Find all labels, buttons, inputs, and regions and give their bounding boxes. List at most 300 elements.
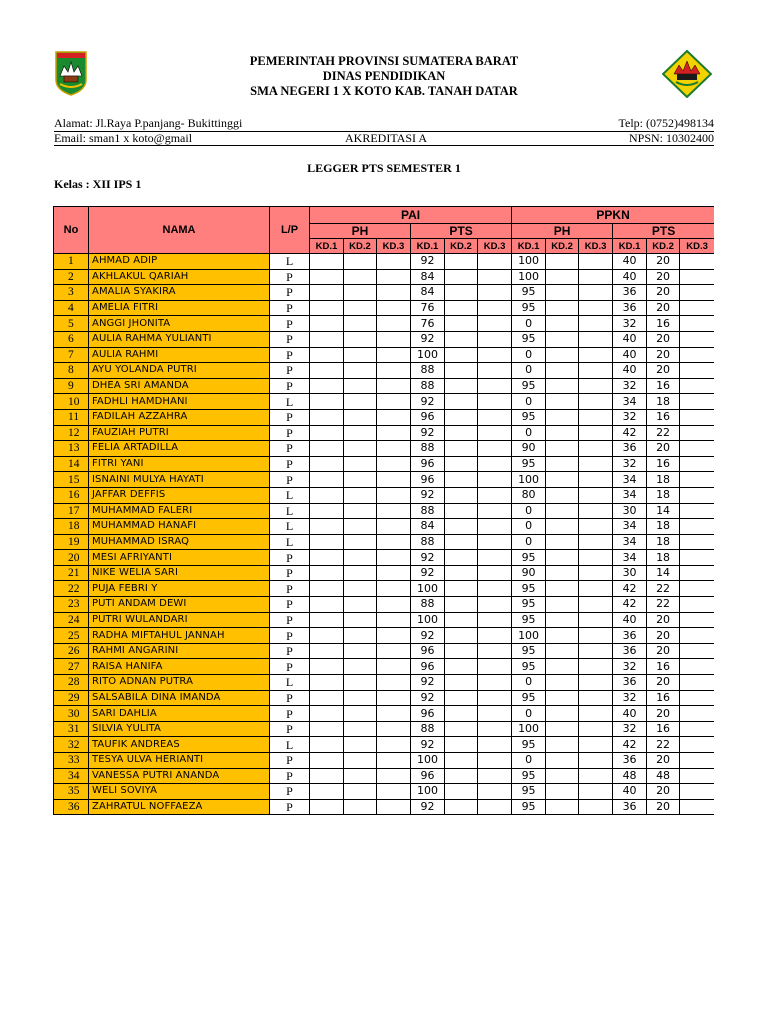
grade-cell [377,316,411,332]
student-name: JAFFAR DEFFIS [89,487,270,503]
school-npsn: NPSN: 10302400 [628,131,714,145]
grade-cell [680,753,714,769]
grade-cell [445,597,478,613]
student-gender: L [270,675,310,691]
row-number: 2 [54,269,89,285]
row-number: 9 [54,378,89,394]
row-number: 31 [54,721,89,737]
pai-pts-kd1: 88 [411,721,445,737]
grade-cell [377,456,411,472]
table-row [54,659,715,675]
grade-cell [579,409,613,425]
grade-cell [478,737,512,753]
grade-cell [579,269,613,285]
grade-cell [310,597,344,613]
grade-cell [680,721,714,737]
pai-pts-kd1: 92 [411,799,445,815]
ppkn-pts-kd2: 18 [647,472,680,488]
student-name: AYU YOLANDA PUTRI [89,363,270,379]
pai-pts-kd1: 100 [411,612,445,628]
grade-cell [478,394,512,410]
ppkn-pts-kd1: 34 [613,394,647,410]
grade-cell [310,363,344,379]
header-rule-bottom [54,145,714,146]
pai-pts-kd1: 88 [411,534,445,550]
grade-cell [546,269,579,285]
table-row [54,378,715,394]
grade-cell [579,363,613,379]
grade-cell [680,550,714,566]
grade-cell [310,269,344,285]
grade-cell [310,799,344,815]
grade-cell [478,254,512,270]
ppkn-pts-kd1: 40 [613,254,647,270]
grade-cell [377,721,411,737]
grade-cell [579,285,613,301]
row-number: 8 [54,363,89,379]
grade-cell [680,799,714,815]
grade-cell [344,612,377,628]
row-number: 10 [54,394,89,410]
grade-table [53,206,714,815]
grade-cell [310,550,344,566]
pai-pts-kd1: 96 [411,706,445,722]
ppkn-pts-kd1: 42 [613,737,647,753]
table-row [54,534,715,550]
grade-cell [478,519,512,535]
grade-cell [478,550,512,566]
ppkn-pts-kd1: 36 [613,628,647,644]
pai-pts-kd1: 92 [411,550,445,566]
grade-cell [445,534,478,550]
ppkn-ph-kd1: 0 [512,675,546,691]
ppkn-pts-kd2: 22 [647,425,680,441]
ppkn-pts-kd1: 34 [613,550,647,566]
grade-cell [310,659,344,675]
grade-cell [478,503,512,519]
student-name: FELIA ARTADILLA [89,441,270,457]
col-header-subject-ppkn: PPKN [512,207,714,224]
grade-cell [478,363,512,379]
grade-cell [445,737,478,753]
ppkn-ph-kd1: 95 [512,768,546,784]
grade-cell [377,519,411,535]
grade-cell [377,409,411,425]
ppkn-ph-kd1: 95 [512,409,546,425]
grade-cell [344,347,377,363]
ppkn-pts-kd1: 40 [613,363,647,379]
student-name: RITO ADNAN PUTRA [89,675,270,691]
grade-cell [546,565,579,581]
grade-cell [344,472,377,488]
row-number: 18 [54,519,89,535]
ppkn-ph-kd1: 0 [512,363,546,379]
header-line-school: SMA NEGERI 1 X KOTO KAB. TANAH DATAR [250,84,518,98]
grade-cell [680,269,714,285]
student-gender: P [270,331,310,347]
table-row [54,472,715,488]
student-name: TESYA ULVA HERIANTI [89,753,270,769]
row-number: 1 [54,254,89,270]
grade-cell [344,768,377,784]
pai-pts-kd1: 96 [411,659,445,675]
ppkn-pts-kd2: 20 [647,753,680,769]
ppkn-ph-kd1: 0 [512,519,546,535]
grade-cell [310,612,344,628]
col-header-kd: KD.3 [579,239,613,254]
grade-cell [579,690,613,706]
ppkn-pts-kd2: 20 [647,628,680,644]
grade-cell [377,737,411,753]
grade-cell [680,425,714,441]
school-phone: Telp: (0752)498134 [618,116,714,130]
ppkn-pts-kd2: 16 [647,690,680,706]
grade-cell [546,706,579,722]
grade-cell [579,300,613,316]
ppkn-ph-kd1: 95 [512,581,546,597]
grade-cell [579,487,613,503]
class-label: Kelas : XII IPS 1 [54,177,142,191]
grade-cell [478,784,512,800]
grade-cell [310,628,344,644]
grade-cell [344,269,377,285]
table-row [54,565,715,581]
grade-cell [478,409,512,425]
student-name: SARI DAHLIA [89,706,270,722]
row-number: 34 [54,768,89,784]
table-row [54,581,715,597]
grade-cell [310,285,344,301]
student-name: RAHMI ANGARINI [89,643,270,659]
grade-cell [546,316,579,332]
ppkn-pts-kd1: 36 [613,285,647,301]
grade-cell [680,519,714,535]
student-gender: L [270,737,310,753]
ppkn-pts-kd2: 18 [647,550,680,566]
ppkn-ph-kd1: 100 [512,628,546,644]
student-gender: P [270,706,310,722]
student-name: ISNAINI MULYA HAYATI [89,472,270,488]
student-gender: P [270,300,310,316]
student-name: AMALIA SYAKIRA [89,285,270,301]
grade-cell [546,721,579,737]
ppkn-pts-kd2: 20 [647,331,680,347]
grade-cell [310,643,344,659]
grade-cell [546,331,579,347]
table-row [54,300,715,316]
table-row [54,519,715,535]
grade-cell [310,675,344,691]
row-number: 21 [54,565,89,581]
grade-cell [478,659,512,675]
grade-cell [310,519,344,535]
grade-cell [478,690,512,706]
grade-cell [546,425,579,441]
grade-cell [344,425,377,441]
col-header-kd: KD.1 [613,239,647,254]
grade-cell [310,347,344,363]
grade-cell [310,721,344,737]
pai-pts-kd1: 84 [411,269,445,285]
grade-cell [546,737,579,753]
ppkn-pts-kd1: 42 [613,425,647,441]
grade-cell [546,363,579,379]
ppkn-ph-kd1: 0 [512,534,546,550]
grade-cell [546,472,579,488]
ppkn-pts-kd1: 42 [613,597,647,613]
grade-cell [680,737,714,753]
row-number: 24 [54,612,89,628]
grade-cell [377,659,411,675]
grade-cell [377,347,411,363]
row-number: 19 [54,534,89,550]
grade-cell [377,269,411,285]
ppkn-ph-kd1: 95 [512,285,546,301]
grade-cell [579,737,613,753]
ppkn-pts-kd2: 20 [647,784,680,800]
grade-cell [344,643,377,659]
pai-pts-kd1: 76 [411,316,445,332]
tanah-datar-emblem-icon [662,50,712,98]
student-gender: L [270,254,310,270]
grade-cell [445,300,478,316]
grade-cell [310,753,344,769]
grade-cell [478,612,512,628]
student-name: PUTRI WULANDARI [89,612,270,628]
table-row [54,721,715,737]
ppkn-ph-kd1: 0 [512,503,546,519]
grade-cell [579,753,613,769]
grade-cell [445,456,478,472]
student-gender: P [270,269,310,285]
grade-cell [445,784,478,800]
grade-table-container [53,206,714,818]
ppkn-pts-kd1: 34 [613,472,647,488]
student-name: PUJA FEBRI Y [89,581,270,597]
ppkn-pts-kd1: 42 [613,581,647,597]
student-gender: P [270,628,310,644]
grade-cell [546,285,579,301]
row-number: 15 [54,472,89,488]
grade-cell [344,487,377,503]
grade-cell [478,534,512,550]
student-gender: P [270,472,310,488]
row-number: 7 [54,347,89,363]
grade-cell [546,612,579,628]
ppkn-pts-kd2: 20 [647,269,680,285]
ppkn-pts-kd1: 40 [613,347,647,363]
grade-cell [680,659,714,675]
grade-cell [579,503,613,519]
grade-cell [579,675,613,691]
grade-cell [546,690,579,706]
student-name: AHMAD ADIP [89,254,270,270]
pai-pts-kd1: 96 [411,409,445,425]
ppkn-pts-kd1: 32 [613,409,647,425]
grade-cell [478,581,512,597]
grade-cell [680,285,714,301]
ppkn-pts-kd2: 22 [647,737,680,753]
ppkn-pts-kd2: 20 [647,441,680,457]
row-number: 4 [54,300,89,316]
grade-cell [445,363,478,379]
pai-pts-kd1: 100 [411,581,445,597]
student-name: MUHAMMAD HANAFI [89,519,270,535]
header-line-province: PEMERINTAH PROVINSI SUMATERA BARAT [249,54,519,68]
grade-cell [680,487,714,503]
grade-cell [445,285,478,301]
table-row [54,487,715,503]
grade-cell [546,456,579,472]
grade-cell [478,331,512,347]
grade-cell [579,441,613,457]
ppkn-pts-kd2: 20 [647,706,680,722]
grade-cell [546,675,579,691]
table-row [54,285,715,301]
table-row [54,690,715,706]
ppkn-pts-kd1: 36 [613,300,647,316]
row-number: 27 [54,659,89,675]
grade-cell [478,347,512,363]
grade-cell [344,659,377,675]
ppkn-ph-kd1: 95 [512,612,546,628]
grade-cell [377,597,411,613]
grade-cell [344,784,377,800]
grade-cell [579,581,613,597]
grade-cell [344,285,377,301]
grade-cell [344,706,377,722]
grade-cell [445,441,478,457]
grade-cell [377,331,411,347]
grade-cell [445,331,478,347]
ppkn-ph-kd1: 95 [512,456,546,472]
ppkn-ph-kd1: 95 [512,597,546,613]
grade-cell [344,675,377,691]
grade-cell [546,394,579,410]
grade-cell [680,347,714,363]
grade-cell [310,316,344,332]
grade-cell [377,643,411,659]
ppkn-ph-kd1: 95 [512,300,546,316]
grade-cell [680,378,714,394]
student-gender: L [270,394,310,410]
ppkn-pts-kd2: 20 [647,675,680,691]
grade-cell [377,550,411,566]
grade-cell [377,799,411,815]
grade-cell [478,487,512,503]
pai-pts-kd1: 88 [411,378,445,394]
grade-cell [680,394,714,410]
grade-cell [377,534,411,550]
ppkn-pts-kd1: 32 [613,690,647,706]
grade-cell [310,331,344,347]
school-accreditation: AKREDITASI A [345,131,428,145]
student-name: AMELIA FITRI [89,300,270,316]
pai-pts-kd1: 88 [411,503,445,519]
row-number: 20 [54,550,89,566]
table-row [54,799,715,815]
grade-cell [680,768,714,784]
grade-cell [546,581,579,597]
pai-pts-kd1: 76 [411,300,445,316]
ppkn-pts-kd1: 40 [613,269,647,285]
ppkn-ph-kd1: 0 [512,394,546,410]
grade-cell [344,363,377,379]
grade-cell [579,565,613,581]
grade-cell [579,347,613,363]
grade-cell [310,737,344,753]
ppkn-ph-kd1: 95 [512,799,546,815]
grade-cell [445,581,478,597]
grade-cell [546,409,579,425]
col-header-kd: KD.3 [377,239,411,254]
ppkn-pts-kd2: 18 [647,394,680,410]
grade-cell [579,597,613,613]
row-number: 26 [54,643,89,659]
grade-cell [344,456,377,472]
school-email: Email: sman1 x koto@gmail [54,131,193,145]
pai-pts-kd1: 100 [411,347,445,363]
grade-cell [344,753,377,769]
grade-cell [579,534,613,550]
student-gender: P [270,347,310,363]
ppkn-ph-kd1: 95 [512,784,546,800]
pai-pts-kd1: 96 [411,472,445,488]
grade-cell [478,285,512,301]
grade-cell [680,612,714,628]
grade-cell [344,254,377,270]
grade-cell [310,706,344,722]
ppkn-ph-kd1: 90 [512,565,546,581]
ppkn-pts-kd2: 18 [647,519,680,535]
student-gender: P [270,363,310,379]
grade-cell [478,316,512,332]
ppkn-ph-kd1: 100 [512,472,546,488]
grade-cell [377,675,411,691]
student-gender: L [270,503,310,519]
student-gender: P [270,597,310,613]
ppkn-pts-kd2: 22 [647,597,680,613]
col-header-kd: KD.1 [310,239,344,254]
grade-cell [310,409,344,425]
grade-cell [377,706,411,722]
table-row [54,425,715,441]
student-name: ANGGI JHONITA [89,316,270,332]
student-gender: L [270,519,310,535]
grade-cell [344,519,377,535]
pai-pts-kd1: 84 [411,285,445,301]
grade-cell [310,768,344,784]
student-name: RAISA HANIFA [89,659,270,675]
grade-cell [445,721,478,737]
ppkn-ph-kd1: 100 [512,254,546,270]
pai-pts-kd1: 88 [411,363,445,379]
ppkn-pts-kd1: 40 [613,706,647,722]
pai-pts-kd1: 92 [411,254,445,270]
table-row [54,643,715,659]
student-name: FAUZIAH PUTRI [89,425,270,441]
student-gender: P [270,409,310,425]
grade-cell [546,643,579,659]
table-row [54,550,715,566]
grade-cell [579,706,613,722]
col-header-lp: L/P [270,207,310,254]
ppkn-pts-kd1: 30 [613,565,647,581]
table-row [54,753,715,769]
grade-cell [377,363,411,379]
pai-pts-kd1: 92 [411,737,445,753]
ppkn-pts-kd2: 20 [647,300,680,316]
